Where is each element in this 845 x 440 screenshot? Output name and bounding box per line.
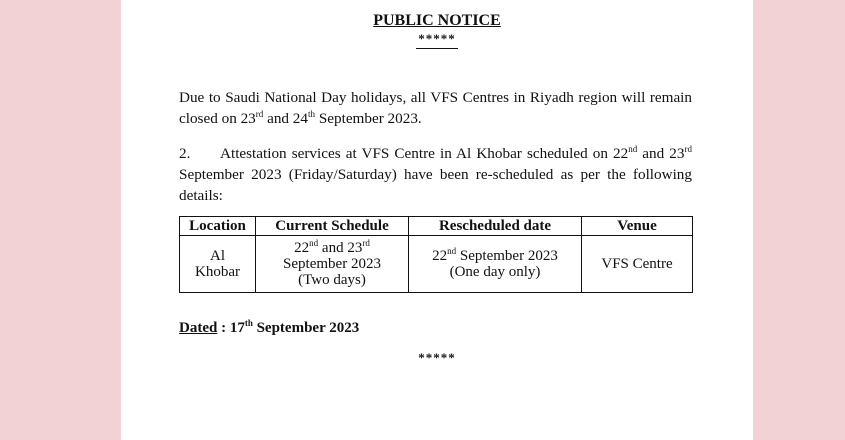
dated-line: Dated : 17th September 2023 xyxy=(179,318,360,336)
cell-venue: VFS Centre xyxy=(582,236,693,293)
table-row xyxy=(180,236,693,293)
header-location: Location xyxy=(180,217,256,236)
schedule-table xyxy=(179,216,693,293)
notice-title: PUBLIC NOTICE xyxy=(373,12,501,29)
header-venue: Venue xyxy=(582,217,693,236)
paragraph-riyadh-closure: Due to Saudi National Day holidays, all VFS Centres in Riyadh region will remain closed on 23rd and 24th September 2023. xyxy=(179,89,692,127)
paragraph-number: 2. xyxy=(179,145,191,162)
header-rescheduled-date: Rescheduled date xyxy=(409,217,582,236)
cell-current-schedule: 22nd and 23rd September 2023 (Two days) xyxy=(256,236,409,293)
top-divider: ***** xyxy=(121,31,753,47)
paragraph-khobar-reschedule: 2. Attestation services at VFS Centre in Al Khobar scheduled on 22nd and 23rd September 2023 (Friday/Saturday) have been re-scheduled as per the following details: xyxy=(179,143,692,204)
table-header-row xyxy=(180,217,693,236)
header-current-schedule: Current Schedule xyxy=(256,217,409,236)
cell-rescheduled-date: 22nd September 2023 (One day only) xyxy=(409,236,582,293)
cell-location: Al Khobar xyxy=(180,236,256,293)
bottom-divider: ***** xyxy=(418,350,456,365)
notice-page xyxy=(121,0,753,440)
